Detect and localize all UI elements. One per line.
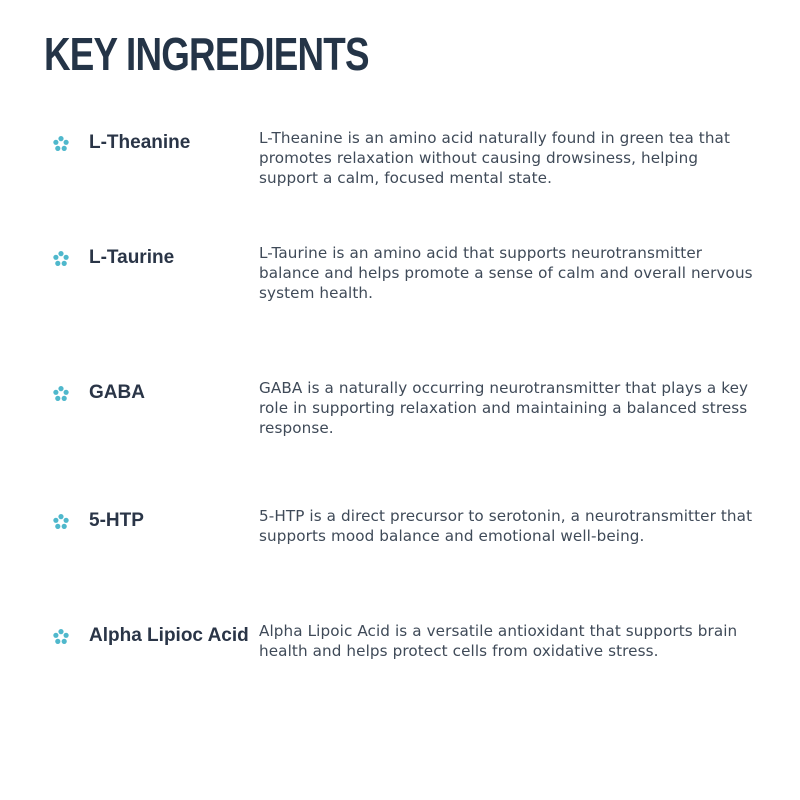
ingredient-description: GABA is a naturally occurring neurotransmitter that plays a key role in supporting relaxation and maintaining a balanced stress response.: [259, 379, 749, 437]
ingredient-name: Alpha Lipioc Acid: [89, 625, 249, 646]
page-title: KEY INGREDIENTS: [44, 28, 369, 80]
flower-icon: [52, 628, 70, 646]
ingredient-name: L-Theanine: [89, 132, 191, 153]
ingredient-description: 5-HTP is a direct precursor to serotonin, a neurotransmitter that supports mood balance and emotional well-being.: [259, 507, 753, 545]
ingredient-name: 5-HTP: [89, 510, 144, 531]
flower-icon: [52, 250, 70, 268]
ingredient-description: Alpha Lipoic Acid is a versatile antioxidant that supports brain health and helps protect cells from oxidative stress.: [259, 622, 738, 660]
flower-icon: [52, 135, 70, 153]
flower-icon: [52, 385, 70, 403]
ingredient-name: GABA: [89, 382, 145, 403]
flower-icon: [52, 513, 70, 531]
ingredient-description: L-Theanine is an amino acid naturally found in green tea that promotes relaxation without causing drowsiness, helping support a calm, focused mental state.: [259, 129, 731, 187]
ingredient-description: L-Taurine is an amino acid that supports neurotransmitter balance and helps promote a sense of calm and overall nervous system health.: [259, 244, 753, 302]
ingredient-name: L-Taurine: [89, 247, 175, 268]
